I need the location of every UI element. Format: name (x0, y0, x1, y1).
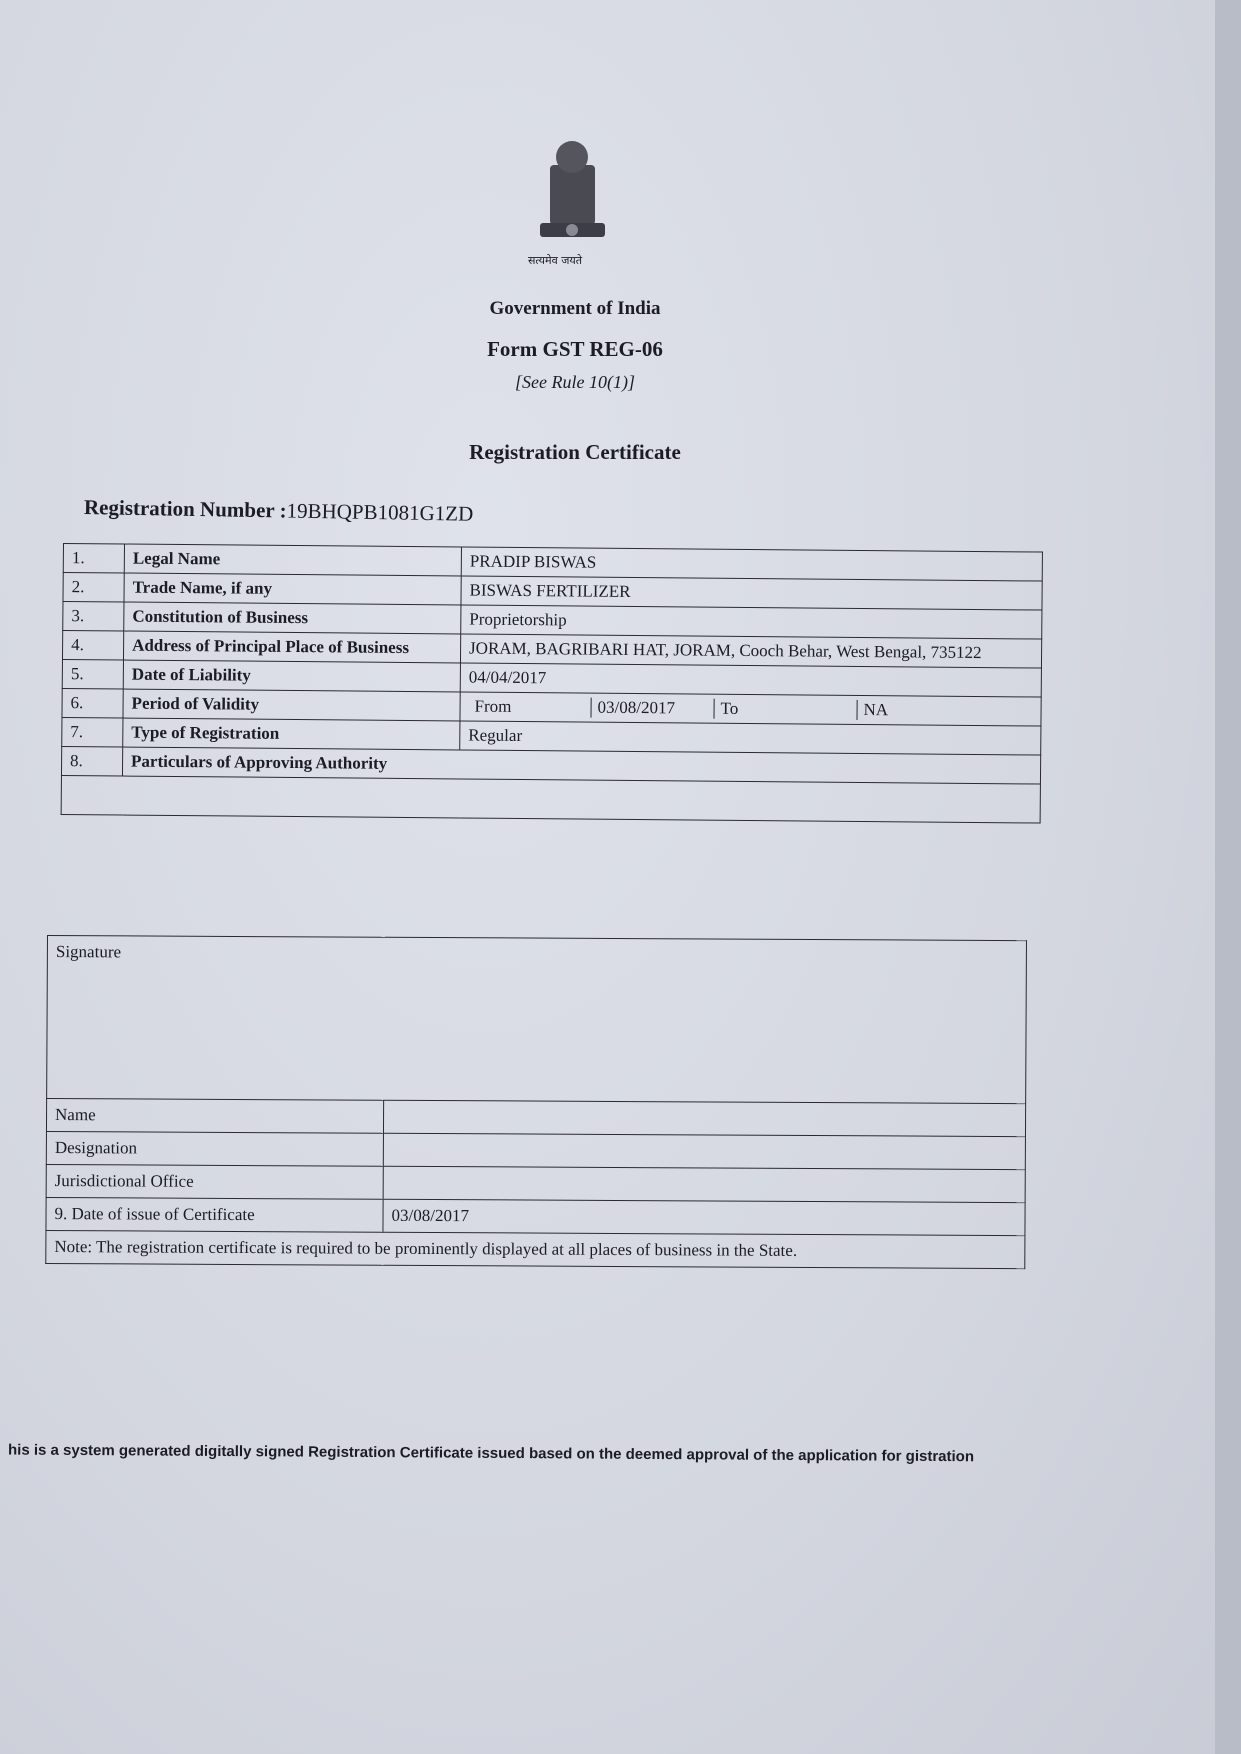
registration-number-value: 19BHQPB1081G1ZD (286, 498, 474, 526)
issue-date-label: 9. Date of issue of Certificate (46, 1197, 383, 1232)
designation-value (383, 1133, 1025, 1169)
designation-label: Designation (46, 1131, 383, 1166)
row-number: 5. (62, 659, 123, 689)
validity-to-value: NA (863, 699, 889, 720)
issue-date-value: 03/08/2017 (383, 1199, 1025, 1235)
row-value: PRADIP BISWAS (461, 547, 1042, 581)
table-row-blank (61, 775, 1040, 823)
emblem-motto: सत्यमेव जयते (528, 254, 583, 267)
row-label: Particulars of Approving Authority (122, 747, 1040, 784)
row-value: 04/04/2017 (460, 663, 1041, 697)
table-row (46, 1164, 1025, 1202)
row-number: 7. (62, 717, 123, 747)
row-number: 1. (63, 544, 124, 574)
national-emblem-icon (530, 135, 615, 265)
row-label: Date of Liability (123, 660, 460, 692)
row-number: 2. (63, 573, 124, 603)
row-label: Constitution of Business (124, 602, 461, 634)
row-number: 3. (63, 602, 124, 632)
row-number: 6. (62, 688, 123, 718)
row-label: Address of Principal Place of Business (123, 631, 460, 663)
office-label: Jurisdictional Office (46, 1164, 383, 1199)
table-row (46, 1099, 1025, 1137)
registration-details-table (61, 543, 1043, 824)
office-value (383, 1166, 1025, 1202)
form-title: Form GST REG-06 (487, 337, 663, 361)
signature-table (45, 935, 1027, 1269)
row-label: Type of Registration (123, 718, 460, 750)
validity-from-date: 03/08/2017 (591, 698, 714, 719)
name-value (383, 1100, 1025, 1136)
row-value: Proprietorship (461, 605, 1042, 639)
table-row (46, 1230, 1025, 1268)
signature-label: Signature (47, 936, 1027, 1104)
row-value: BISWAS FERTILIZER (461, 576, 1042, 610)
row-label: Period of Validity (123, 689, 460, 721)
row-value: Regular (460, 721, 1041, 755)
footer-statement: his is a system generated digitally signed Registration Certificate issued based on the deemed approval of the application for gistration (7, 1441, 975, 1466)
validity-to-label: To (714, 699, 857, 720)
row-value: JORAM, BAGRIBARI HAT, JORAM, Cooch Behar, West Bengal, 735122 (460, 634, 1041, 668)
table-row (46, 1197, 1025, 1235)
row-label: Legal Name (124, 544, 461, 576)
rule-reference: [See Rule 10(1)] (515, 372, 635, 392)
row-number: 8. (61, 746, 122, 776)
certificate-title: Registration Certificate (469, 440, 681, 464)
signature-row (47, 936, 1027, 1104)
page-edge (1215, 0, 1241, 1754)
row-label: Trade Name, if any (124, 573, 461, 605)
row-number: 4. (62, 631, 123, 661)
validity-from-label: From (469, 697, 592, 718)
registration-number-label: Registration Number : (83, 495, 287, 523)
name-label: Name (46, 1099, 383, 1134)
note-text: Note: The registration certificate is required to be prominently displayed at all places of business in the State. (46, 1230, 1025, 1268)
table-row (46, 1131, 1025, 1169)
government-heading: Government of India (489, 298, 661, 319)
